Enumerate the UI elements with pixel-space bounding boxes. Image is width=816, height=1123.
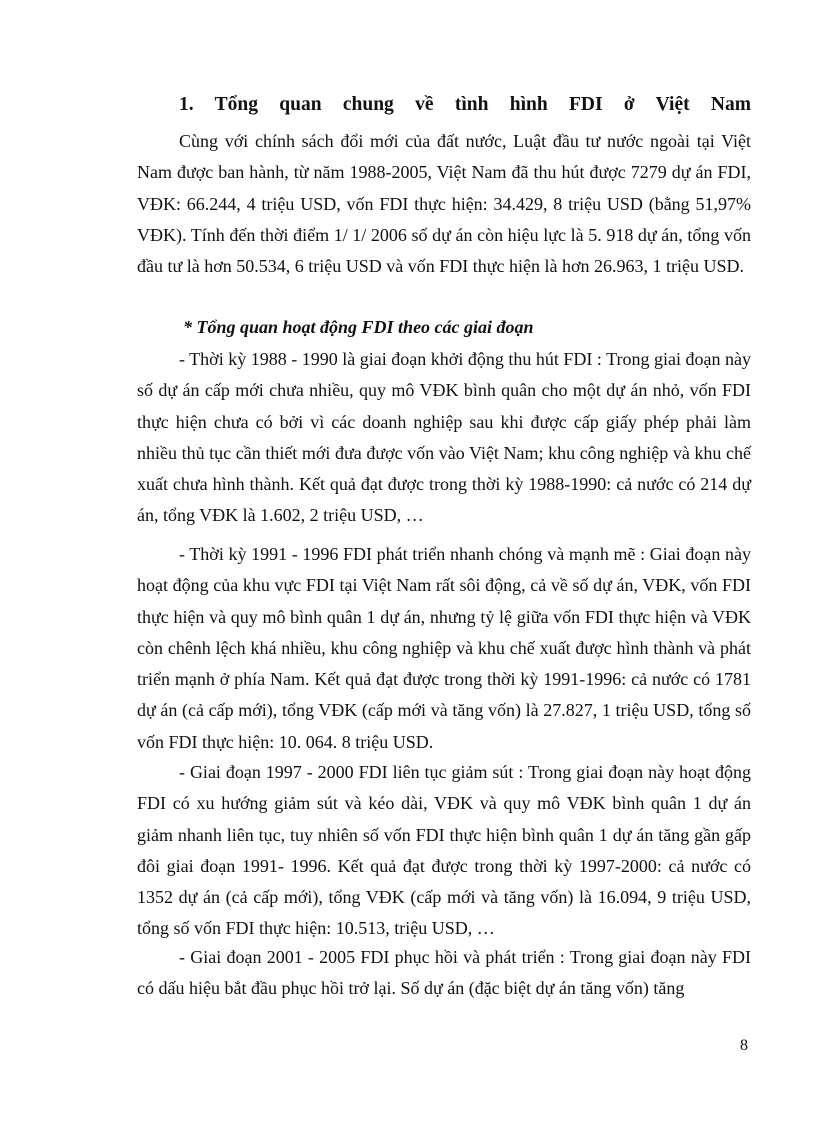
period-1988-1990-paragraph: - Thời kỳ 1988 - 1990 là giai đoạn khởi động thu hút FDI : Trong giai đoạn này số dự án cấp mới chưa nhiều, quy mô VĐK bình quân cho một dự án nhỏ, vốn FDI thực hiện chưa có bởi vì các doanh nghiệp sau khi được cấp giấy phép phải làm nhiều thủ tục cần thiết mới đưa được vốn vào Việt Nam; khu công nghiệp và khu chế xuất chưa hình thành. Kết quả đạt được trong thời kỳ 1988-1990: cả nước có 214 dự án, tổng VĐK là 1.602, 2 triệu USD, … <box>137 349 751 526</box>
period-2001-2005-paragraph: - Giai đoạn 2001 - 2005 FDI phục hồi và phát triển : Trong giai đoạn này FDI có dấu hiệu bắt đầu phục hồi trở lại. Số dự án (đặc biệt dự án tăng vốn) tăng <box>137 947 751 999</box>
intro-paragraph: Cùng với chính sách đổi mới của đất nước, Luật đầu tư nước ngoài tại Việt Nam được ban hành, từ năm 1988-2005, Việt Nam đã thu hút được 7279 dự án FDI, VĐK: 66.244, 4 triệu USD, vốn FDI thực hiện: 34.429, 8 triệu USD (bằng 51,97% VĐK). Tính đến thời điểm 1/ 1/ 2006 số dự án còn hiệu lực là 5. 918 dự án, tổng vốn đầu tư là hơn 50.534, 6 triệu USD và vốn FDI thực hiện là hơn 26.963, 1 triệu USD. <box>137 131 751 277</box>
period-1991-1996-paragraph: - Thời kỳ 1991 - 1996 FDI phát triển nhanh chóng và mạnh mẽ : Giai đoạn này hoạt động của khu vực FDI tại Việt Nam rất sôi động, cả về số dự án, VĐK, vốn FDI thực hiện và quy mô bình quân 1 dự án, nhưng tỷ lệ giữa vốn FDI thực hiện và VĐK còn chênh lệch khá nhiều, khu công nghiệp và khu chế xuất được hình thành và phát triển mạnh ở phía Nam. Kết quả đạt được trong thời kỳ 1991-1996: cả nước có 1781 dự án (cả cấp mới), tổng VĐK (cấp mới và tăng vốn) là 27.827, 1 triệu USD, tổng số vốn FDI thực hiện: 10. 064. 8 triệu USD. <box>137 544 751 752</box>
page-number: 8 <box>740 1037 748 1054</box>
subsection-heading: * Tổng quan hoạt động FDI theo các giai đoạn <box>183 317 534 337</box>
section-heading: 1. Tổng quan chung về tình hình FDI ở Việt Nam <box>179 94 751 115</box>
period-1997-2000-paragraph: - Giai đoạn 1997 - 2000 FDI liên tục giảm sút : Trong giai đoạn này hoạt động FDI có xu hướng giảm sút và kéo dài, VĐK và quy mô VĐK bình quân 1 dự án giảm nhanh liên tục, tuy nhiên số vốn FDI thực hiện bình quân 1 dự án tăng gần gấp đôi giai đoạn 1991- 1996. Kết quả đạt được trong thời kỳ 1997-2000: cả nước có 1352 dự án (cả cấp mới), tổng VĐK (cấp mới và tăng vốn) là 16.094, 9 triệu USD, tổng số vốn FDI thực hiện: 10.513, triệu USD, … <box>137 762 751 939</box>
